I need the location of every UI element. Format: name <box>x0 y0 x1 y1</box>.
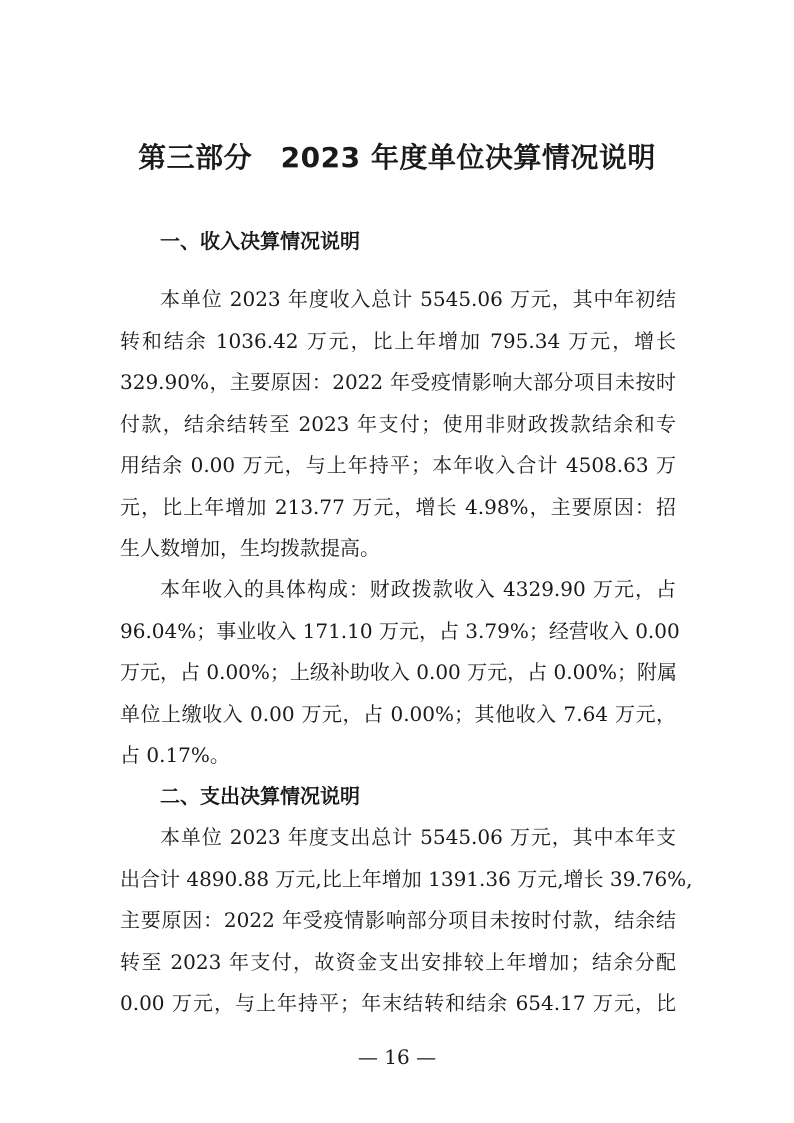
text-line: 付款，结余结转至 2023 年支付；使用非财政拨款结余和专 <box>120 411 676 436</box>
section-heading-income: 一、收入决算情况说明 <box>160 229 360 253</box>
text-line: 元，比上年增加 213.77 万元，增长 4.98%，主要原因：招 <box>120 494 676 519</box>
text-line: 329.90%，主要原因：2022 年受疫情影响大部分项目未按时 <box>120 370 676 394</box>
text-line: 0.00 万元，与上年持平；年末结转和结余 654.17 万元，比 <box>120 991 676 1015</box>
paragraph-income-summary <box>120 279 676 570</box>
text-line: 占 0.17%。 <box>120 743 230 767</box>
text-line: 本年收入的具体构成：财政拨款收入 4329.90 万元，占 <box>160 577 676 601</box>
text-line: 单位上缴收入 0.00 万元，占 0.00%；其他收入 7.64 万元， <box>120 701 676 726</box>
text-line: 万元，占 0.00%；上级补助收入 0.00 万元，占 0.00%；附属 <box>120 660 678 684</box>
text-line: 本单位 2023 年度收入总计 5545.06 万元，其中年初结 <box>160 287 676 311</box>
text-line: 出合计 4890.88 万元,比上年增加 1391.36 万元,增长 39.76%, <box>120 866 693 891</box>
text-line: 本单位 2023 年度支出总计 5545.06 万元，其中本年支 <box>160 825 676 849</box>
paragraph-expenditure-summary <box>120 817 693 1025</box>
text-line: 主要原因：2022 年受疫情影响部分项目未按时付款，结余结 <box>120 908 676 932</box>
text-line: 用结余 0.00 万元，与上年持平；本年收入合计 4508.63 万 <box>120 453 676 477</box>
page-title: 第三部分 2023 年度单位决算情况说明 <box>138 141 656 174</box>
page-number: — 16 — <box>357 1045 437 1069</box>
section-heading-expenditure: 二、支出决算情况说明 <box>160 784 360 808</box>
text-line: 96.04%；事业收入 171.10 万元，占 3.79%；经营收入 0.00 <box>120 618 680 643</box>
text-line: 转和结余 1036.42 万元，比上年增加 795.34 万元，增长 <box>120 328 676 353</box>
paragraph-income-composition <box>120 569 680 777</box>
text-line: 生人数增加，生均拨款提高。 <box>120 536 380 560</box>
text-line: 转至 2023 年支付，故资金支出安排较上年增加；结余分配 <box>120 949 676 974</box>
